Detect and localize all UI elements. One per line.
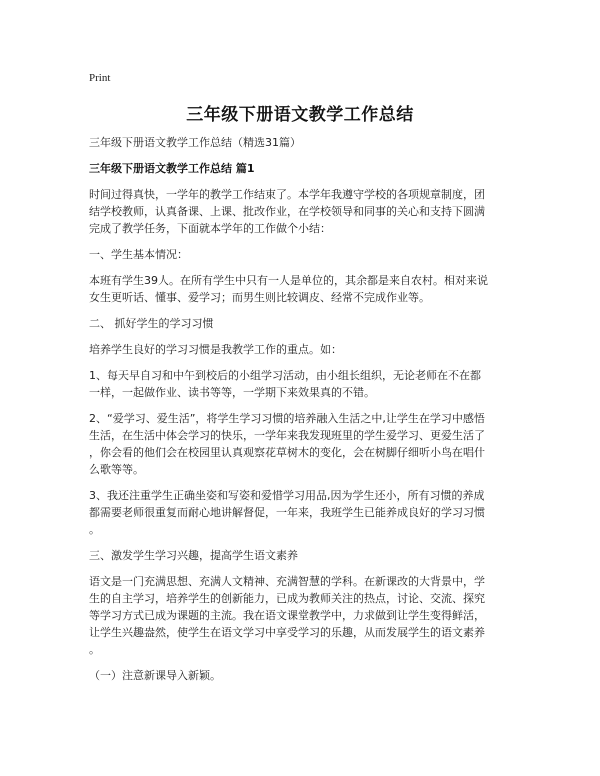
- text-line: 都需要老师很重复而耐心地讲解督促，一年来，我班学生已能养成良好的学习习惯: [89, 506, 485, 519]
- paragraph-1: [89, 186, 517, 237]
- text-line: 。: [89, 643, 100, 656]
- text-line: 生活，在生活中体会学习的快乐，一学年来我发现班里的学生爱学习、更爱生活了: [89, 429, 485, 442]
- text-line: 一样，一起做作业、读书等等，一学期下来效果真的不错。: [89, 386, 375, 399]
- text-line: 时间过得真快，一学年的教学工作结束了。本学年我遵守学校的各项规章制度，团: [89, 188, 485, 201]
- text-line: 让学生兴趣盎然，使学生在语文学习中享受学习的乐趣，从而发展学生的语文素养: [89, 626, 485, 639]
- heading-new-lesson: [89, 667, 517, 684]
- intro-line: 三年级下册语文教学工作总结（精选31篇）: [89, 136, 301, 149]
- paragraph-student-situation: [89, 272, 517, 306]
- text-line: 1、每天早自习和中午到校后的小组学习活动，由小组长组织，无论老师在不在都: [89, 369, 481, 382]
- section-heading: [89, 160, 517, 177]
- heading-interest: [89, 547, 517, 564]
- text-line: 2、“爱学习、爱生活”，将学生学习习惯的培养融入生活之中,让学生在学习中感悟: [89, 412, 485, 425]
- text-line: 完成了教学任务，下面就本学年的工作做个小结：: [89, 222, 331, 235]
- document-body: [89, 134, 517, 693]
- text-line: 二、 抓好学生的学习习惯: [89, 317, 214, 330]
- heading-student-situation: [89, 246, 517, 263]
- text-line: 3、我还注重学生正确坐姿和写姿和爱惜学习用品,因为学生还小，所有习惯的养成: [89, 489, 485, 502]
- page-title: 三年级下册语文教学工作总结: [186, 105, 414, 125]
- section-title: 三年级下册语文教学工作总结 篇1: [89, 162, 255, 175]
- intro-paragraph: [89, 134, 517, 151]
- text-line: 三、激发学生学习兴趣，提高学生语文素养: [89, 549, 298, 562]
- heading-study-habits: [89, 315, 517, 332]
- text-line: 一、学生基本情况：: [89, 248, 188, 261]
- text-line: 培养学生良好的学习习惯是我教学工作的重点。如：: [89, 343, 342, 356]
- text-line: （一）注意新课导入新颖。: [89, 669, 221, 682]
- text-line: 。: [89, 523, 100, 536]
- paragraph-chinese-subject: [89, 573, 517, 658]
- print-link[interactable]: Print: [89, 72, 111, 84]
- text-line: ，你会看的他们会在校园里认真观察花草树木的变化，会在树脚仔细听小鸟在唱什: [89, 446, 485, 459]
- text-line: 女生更听话、懂事、爱学习；而男生则比较调皮、经常不完成作业等。: [89, 291, 430, 304]
- text-line: 语文是一门充满思想、充满人文精神、充满智慧的学科。在新课改的大背景中，学: [89, 575, 485, 588]
- text-line: 结学校教师，认真备课、上课、批改作业，在学校领导和同事的关心和支持下圆满: [89, 205, 485, 218]
- paragraph-item-2: [89, 410, 517, 478]
- text-line: 本班有学生39人。在所有学生中只有一人是单位的，其余都是来自农村。相对来说: [89, 274, 488, 287]
- paragraph-item-1: [89, 367, 517, 401]
- text-line: 生的自主学习，培养学生的创新能力，已成为教师关注的热点，讨论、交流、探究: [89, 592, 485, 605]
- paragraph-habits-focus: [89, 341, 517, 358]
- paragraph-item-3: [89, 487, 517, 538]
- text-line: 么歌等等。: [89, 463, 144, 476]
- text-line: 等学习方式已成为课题的主流。我在语文课堂教学中，力求做到让学生变得鲜活，: [89, 609, 485, 622]
